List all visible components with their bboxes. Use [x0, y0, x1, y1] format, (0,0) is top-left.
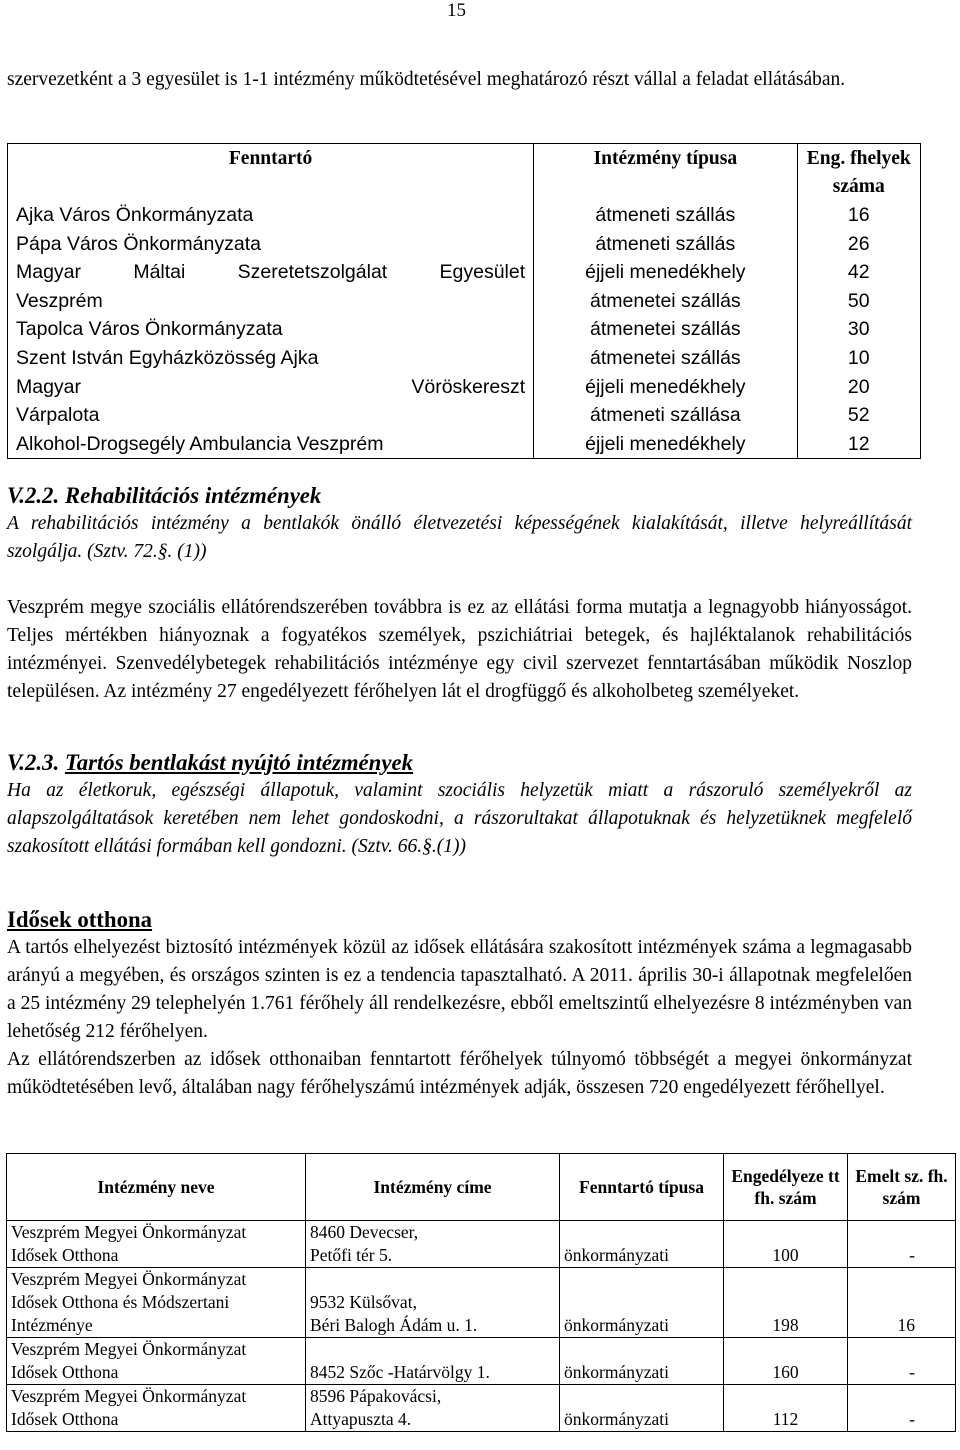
cell-emelt: - — [848, 1385, 956, 1432]
cell-emelt: 16 — [848, 1268, 956, 1338]
cell-fenntarto-text: Magyar Máltai Szeretetszolgálat Egyesület — [16, 261, 526, 284]
cell-nev-line: Idősek Otthona — [11, 1245, 119, 1265]
header-eng-fhelyek: Eng. fhelyek száma — [797, 144, 920, 202]
fenntarto-table — [7, 143, 921, 459]
cell-intezmeny-neve — [7, 1338, 306, 1385]
cell-cim-line: Petőfi tér 5. — [310, 1245, 393, 1265]
cell-tipus — [534, 373, 797, 430]
cell-nev-line: Veszprém Megyei Önkormányzat — [11, 1269, 247, 1289]
header-intezmeny-neve: Intézmény neve — [7, 1154, 306, 1221]
cell-nev-line: Veszprém Megyei Önkormányzat — [11, 1339, 247, 1359]
cell-cim-line: 8452 Szőc -Határvölgy 1. — [310, 1362, 490, 1382]
cell-nev-line: Veszprém Megyei Önkormányzat — [11, 1222, 247, 1242]
cell-nev-line: Idősek Otthona — [11, 1409, 119, 1429]
header-intezmeny-cime: Intézmény címe — [306, 1154, 560, 1221]
cell-szam: 10 — [797, 344, 920, 373]
table-row — [8, 315, 921, 344]
cell-fenntarto-tipusa: önkormányzati — [560, 1268, 724, 1338]
cell-fenntarto — [8, 258, 534, 315]
cell-intezmeny-neve — [7, 1221, 306, 1268]
cell-fenntarto-tipusa: önkormányzati — [560, 1338, 724, 1385]
cell-nev-line: Idősek Otthona — [11, 1362, 119, 1382]
table-row — [8, 230, 921, 259]
cell-engedelyezett: 160 — [724, 1338, 848, 1385]
cell-intezmeny-cime — [306, 1268, 560, 1338]
idosek-title: Idősek otthona — [7, 907, 153, 932]
cell-tipus: átmeneti szállás — [534, 230, 797, 259]
cell-tipus: átmenetei szállás — [534, 315, 797, 344]
cell-intezmeny-cime — [306, 1385, 560, 1432]
cell-intezmeny-neve — [7, 1268, 306, 1338]
cell-fenntarto-line — [16, 258, 525, 287]
table-row — [7, 1268, 956, 1338]
cell-fenntarto-text: Veszprém — [16, 289, 103, 312]
cell-tipus-text: éjjeli menedékhely — [585, 375, 746, 398]
cell-emelt: - — [848, 1221, 956, 1268]
section-v23-title: Tartós bentlakást nyújtó intézmények — [64, 750, 413, 775]
cell-szam-text: 20 — [847, 375, 870, 398]
cell-tipus-text: éjjeli menedékhely — [585, 261, 746, 284]
cell-szam-text: 42 — [847, 261, 870, 284]
header-intezmeny-tipusa: Intézmény típusa — [534, 144, 797, 202]
cell-intezmeny-cime — [306, 1221, 560, 1268]
cell-szam: 26 — [797, 230, 920, 259]
cell-fenntarto-text: Magyar Vöröskereszt — [16, 375, 526, 398]
cell-fenntarto — [8, 373, 534, 430]
cell-tipus: átmeneti szállás — [534, 201, 797, 230]
idosek-body-2: Az ellátórendszerben az idősek otthonaiban fenntartott férőhelyek túlnyomó többségét a megyei önkormányzat működtetésében levő, általában nagy férőhelyszámú intézmények adják, összesen 720 engedélyezett férőhellyel. — [7, 1049, 912, 1098]
cell-cim-line: 8596 Pápakovácsi, — [310, 1386, 442, 1406]
cell-fenntarto-line — [16, 373, 525, 402]
section-v23-definition: Ha az életkoruk, egészségi állapotuk, valamint szociális helyzetük miatt a rászoruló személyekről az alapszolgáltatások keretében nem lehet gondoskodni, a rászorultakat állapotuknak és helyzetüknek megfelelő szakosított ellátási formában kell gondozni. (Sztv. 66.§.(1)) — [7, 780, 912, 857]
cell-nev-line: Veszprém Megyei Önkormányzat — [11, 1386, 247, 1406]
cell-fenntarto: Tapolca Város Önkormányzata — [8, 315, 534, 344]
table-row — [8, 373, 921, 430]
table-row — [7, 1338, 956, 1385]
table-row — [8, 258, 921, 315]
cell-szam: 16 — [797, 201, 920, 230]
cell-szam-text: 50 — [847, 289, 870, 312]
cell-fenntarto-tipusa: önkormányzati — [560, 1385, 724, 1432]
cell-nev-line: Idősek Otthona és Módszertani — [11, 1292, 230, 1312]
header-fenntarto-tipusa: Fenntartó típusa — [560, 1154, 724, 1221]
header-fenntarto: Fenntartó — [8, 144, 534, 202]
header-engedelyezett: Engedélyeze tt fh. szám — [724, 1154, 848, 1221]
section-v22-title: Rehabilitációs intézmények — [64, 483, 322, 508]
cell-emelt: - — [848, 1338, 956, 1385]
section-v22-definition: A rehabilitációs intézmény a bentlakók önálló életvezetési képességének kialakítását, illetve helyreállítását szolgálja. (Sztv. 72.§. (1)) — [7, 513, 912, 562]
cell-engedelyezett: 198 — [724, 1268, 848, 1338]
cell-tipus-text: átmenetei szállás — [590, 289, 741, 312]
intro-paragraph: szervezetként a 3 egyesület is 1-1 intézmény működtetésével meghatározó részt vállal a feladat ellátásában. — [7, 69, 846, 90]
cell-cim-line: Béri Balogh Ádám u. 1. — [310, 1315, 478, 1335]
header-emelt: Emelt sz. fh. szám — [848, 1154, 956, 1221]
cell-fenntarto: Pápa Város Önkormányzata — [8, 230, 534, 259]
table-row — [8, 430, 921, 459]
cell-cim-line: Attyapuszta 4. — [310, 1409, 412, 1429]
cell-fenntarto: Alkohol-Drogsegély Ambulancia Veszprém — [8, 430, 534, 459]
table-row — [7, 1385, 956, 1432]
cell-cim-line: 9532 Külsővat, — [310, 1292, 417, 1312]
section-v22-heading — [7, 482, 321, 510]
cell-szam: 30 — [797, 315, 920, 344]
cell-szam — [797, 373, 920, 430]
section-v22-number: V.2.2. — [7, 483, 60, 508]
section-v22-body: Veszprém megye szociális ellátórendszerében továbbra is ez az ellátási forma mutatja a legnagyobb hiányosságot. Teljes mértékben hiányoznak a fogyatékos személyek, pszichiátriai betegek, és hajléktalanok rehabilitációs intézményei. Szenvedélybetegek rehabilitációs intézménye egy civil szervezet fenntartásában működik Noszlop településen. Az intézmény 27 engedélyezett férőhelyen lát el drogfüggő és alkoholbeteg személyeket. — [7, 597, 912, 702]
cell-tipus: éjjeli menedékhely — [534, 430, 797, 459]
table-row — [7, 1221, 956, 1268]
table-row — [8, 201, 921, 230]
section-v23-heading — [7, 749, 413, 777]
cell-fenntarto-tipusa: önkormányzati — [560, 1221, 724, 1268]
cell-intezmeny-cime — [306, 1338, 560, 1385]
idosek-heading — [7, 906, 152, 934]
cell-tipus: átmenetei szállás — [534, 344, 797, 373]
page-number: 15 — [447, 0, 466, 21]
idosek-otthona-table — [6, 1153, 956, 1432]
idosek-body-1: A tartós elhelyezést biztosító intézmények közül az idősek ellátására szakosított intézmények száma a legmagasabb arányú a megyében, és országos szinten is ez a tendencia tapasztalható. A 2011. április 30-i állapotnak megfelelően a 25 intézmény 29 telephelyén 1.761 férőhely áll rendelkezésre, ebből emeltszintű elhelyezésre 8 intézményben van lehetőség 212 férőhelyen. — [7, 937, 912, 1042]
cell-fenntarto: Ajka Város Önkormányzata — [8, 201, 534, 230]
cell-szam — [797, 258, 920, 315]
cell-engedelyezett: 100 — [724, 1221, 848, 1268]
cell-tipus-text: átmeneti szállása — [590, 404, 741, 427]
cell-nev-line: Intézménye — [11, 1315, 93, 1335]
cell-engedelyezett: 112 — [724, 1385, 848, 1432]
cell-fenntarto-text: Várpalota — [16, 404, 100, 427]
cell-intezmeny-neve — [7, 1385, 306, 1432]
cell-szam-text: 52 — [847, 404, 870, 427]
cell-cim-line: 8460 Devecser, — [310, 1222, 419, 1242]
table-row — [8, 344, 921, 373]
cell-fenntarto: Szent István Egyházközösség Ajka — [8, 344, 534, 373]
cell-tipus — [534, 258, 797, 315]
cell-szam: 12 — [797, 430, 920, 459]
section-v23-number: V.2.3. — [7, 750, 60, 775]
